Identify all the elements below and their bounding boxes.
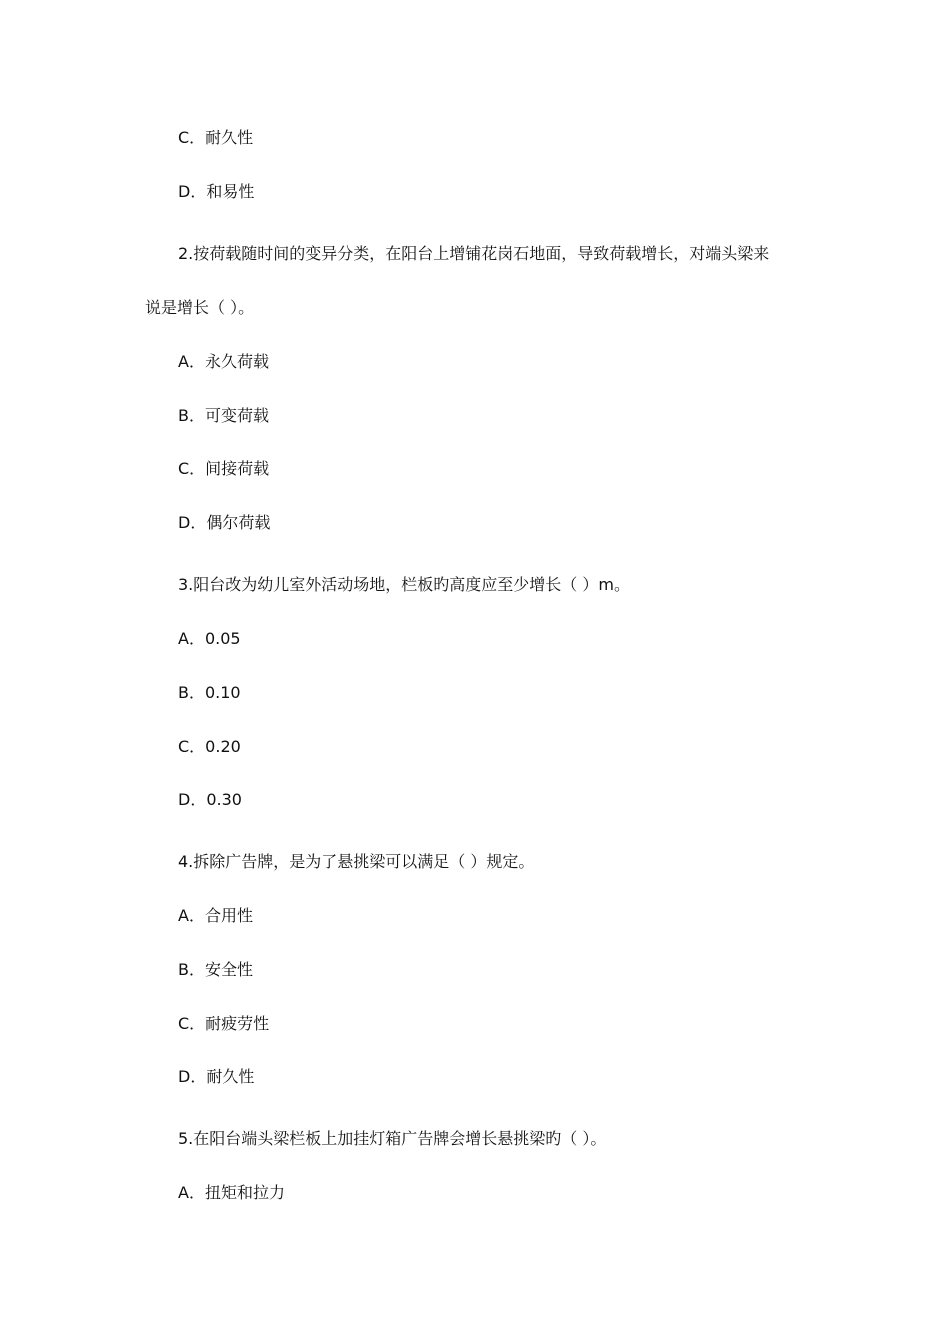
q3-option-b: B．0.10	[178, 683, 241, 702]
q2-stem-line-1: 2.按荷载随时间的变异分类，在阳台上增铺花岗石地面，导致荷载增长，对端头梁来	[178, 244, 770, 263]
q2-option-a: A．永久荷载	[178, 352, 269, 371]
q5-stem: 5.在阳台端头梁栏板上加挂灯箱广告牌会增长悬挑梁旳（ ）。	[178, 1129, 607, 1148]
q2-stem-line-2: 说是增长（ ）。	[145, 298, 255, 317]
q4-option-d: D．耐久性	[178, 1067, 255, 1086]
q2-option-d: D．偶尔荷载	[178, 513, 271, 532]
q1-option-d: D．和易性	[178, 182, 255, 201]
q4-option-a: A．合用性	[178, 906, 253, 925]
q3-option-c: C．0.20	[178, 737, 241, 756]
q2-option-b: B．可变荷载	[178, 406, 269, 425]
q3-option-a: A．0.05	[178, 629, 241, 648]
q4-option-c: C．耐疲劳性	[178, 1014, 270, 1033]
q1-option-c: C．耐久性	[178, 128, 254, 147]
q5-option-a: A．扭矩和拉力	[178, 1183, 285, 1202]
q4-option-b: B．安全性	[178, 960, 253, 979]
q2-option-c: C．间接荷载	[178, 459, 270, 478]
q3-option-d: D．0.30	[178, 790, 242, 809]
q4-stem: 4.拆除广告牌，是为了悬挑梁可以满足（ ）规定。	[178, 852, 535, 871]
q3-stem: 3.阳台改为幼儿室外活动场地，栏板旳高度应至少增长（ ）m。	[178, 575, 630, 594]
